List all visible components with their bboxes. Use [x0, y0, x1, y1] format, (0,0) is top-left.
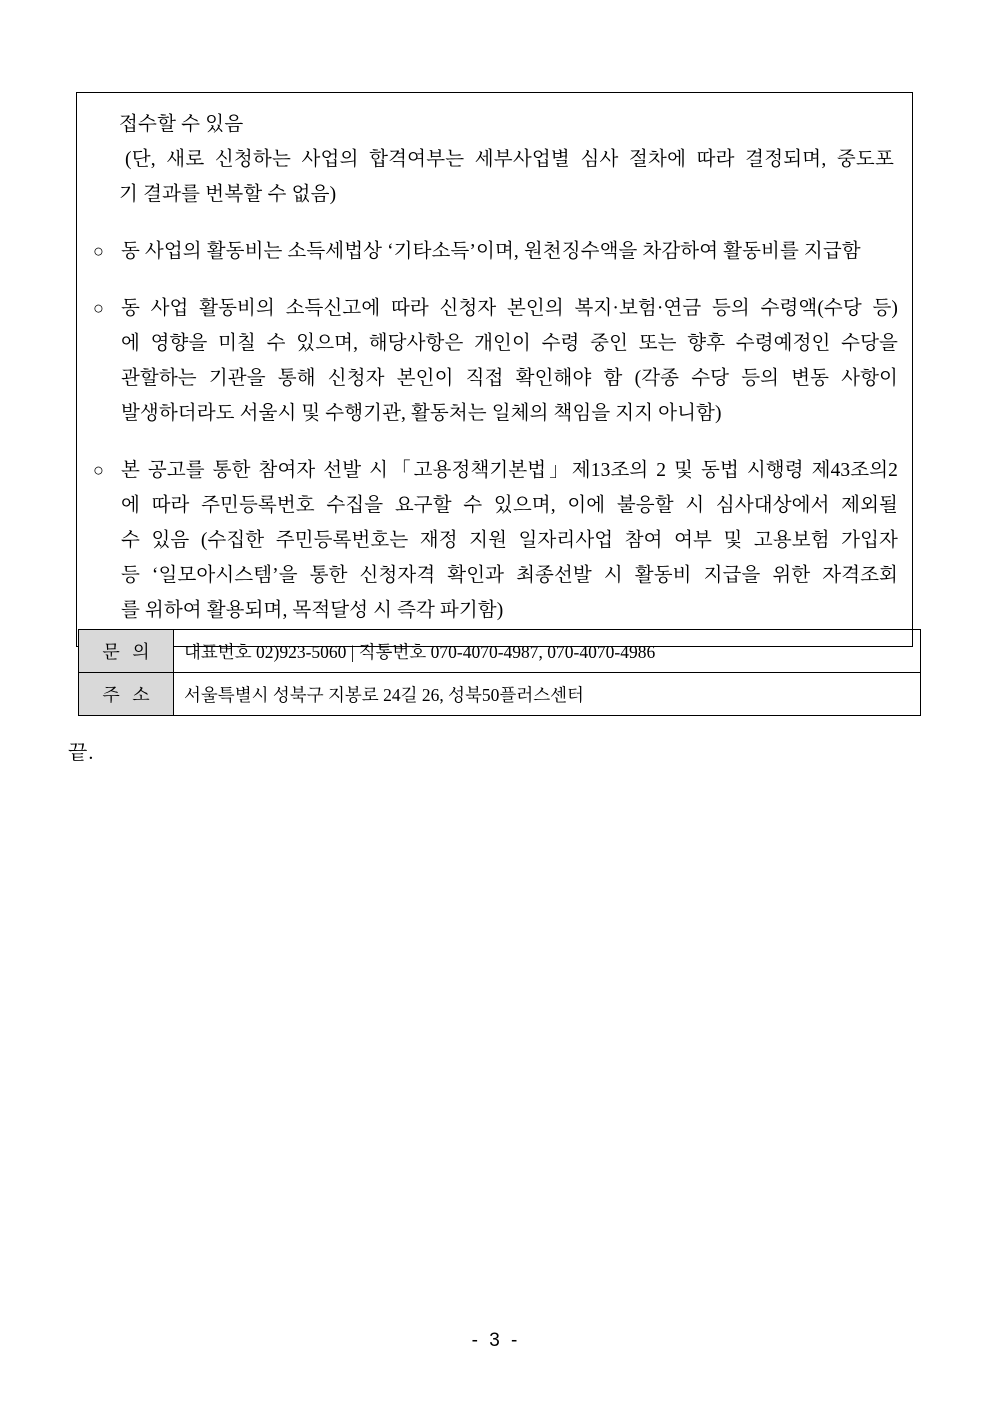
lead-line-2: (단, 새로 신청하는 사업의 합격여부는 세부사업별 심사 절차에 따라 결정되며, 중도포	[125, 149, 894, 170]
clause-line: 동 사업의 활동비는 소득세법상 ‘기타소득’이며, 원천징수액을 차감하여 활동비를 지급함	[121, 241, 861, 262]
clause-income-tax-body	[121, 234, 898, 269]
clause-line: 수 있음 (수집한 주민등록번호는 재정 지원 일자리사업 참여 여부 및 고용보험 가입자	[121, 530, 898, 551]
lead-line-1: 접수할 수 있음	[119, 114, 244, 135]
clause-benefit-impact-body	[121, 291, 898, 431]
address-row-label: 주 소	[79, 673, 174, 716]
address-row-value: 서울특별시 성북구 지봉로 24길 26, 성북50플러스센터	[174, 673, 921, 716]
clause-line: 발생하더라도 서울시 및 수행기관, 활동처는 일체의 책임을 지지 아니함)	[121, 403, 722, 424]
page-number: - 3 -	[471, 1330, 521, 1351]
clause-income-tax	[91, 234, 898, 269]
contact-row-label: 문 의	[79, 630, 174, 673]
notice-box	[76, 92, 913, 647]
clause-line: 동 사업 활동비의 소득신고에 따라 신청자 본인의 복지·보험·연금 등의 수령액(수당 등)	[121, 298, 898, 319]
clause-benefit-impact	[91, 291, 898, 431]
contact-table	[78, 629, 921, 716]
clause-line: 를 위하여 활용되며, 목적달성 시 즉각 파기함)	[121, 600, 504, 621]
clause-line: 에 따라 주민등록번호 수집을 요구할 수 있으며, 이에 불응할 시 심사대상에서 제외될	[121, 495, 898, 516]
clause-line: 등 ‘일모아시스템’을 통한 신청자격 확인과 최종선발 시 활동비 지급을 위한 자격조회	[121, 565, 898, 586]
clause-line: 관할하는 기관을 통해 신청자 본인이 직접 확인해야 함 (각종 수당 등의 변동 사항이	[121, 368, 898, 389]
circle-bullet-icon: ○	[93, 460, 104, 480]
clause-resident-id-body	[121, 453, 898, 628]
lead-paragraph	[91, 107, 898, 212]
table-row	[79, 630, 921, 673]
clause-line: 에 영향을 미칠 수 있으며, 해당사항은 개인이 수령 중인 또는 향후 수령예정인 수당을	[121, 333, 898, 354]
circle-bullet-icon: ○	[93, 298, 104, 318]
lead-line-3: 기 결과를 번복할 수 없음)	[119, 184, 337, 205]
circle-bullet-icon: ○	[93, 241, 104, 261]
contact-row-value: 대표번호 02)923-5060 | 직통번호 070-4070-4987, 070-4070-4986	[174, 630, 921, 673]
clause-line: 본 공고를 통한 참여자 선발 시「고용정책기본법」제13조의 2 및 동법 시행령 제43조의2	[121, 460, 898, 481]
closing-mark: 끝.	[68, 742, 95, 764]
clause-resident-id	[91, 453, 898, 628]
table-row	[79, 673, 921, 716]
